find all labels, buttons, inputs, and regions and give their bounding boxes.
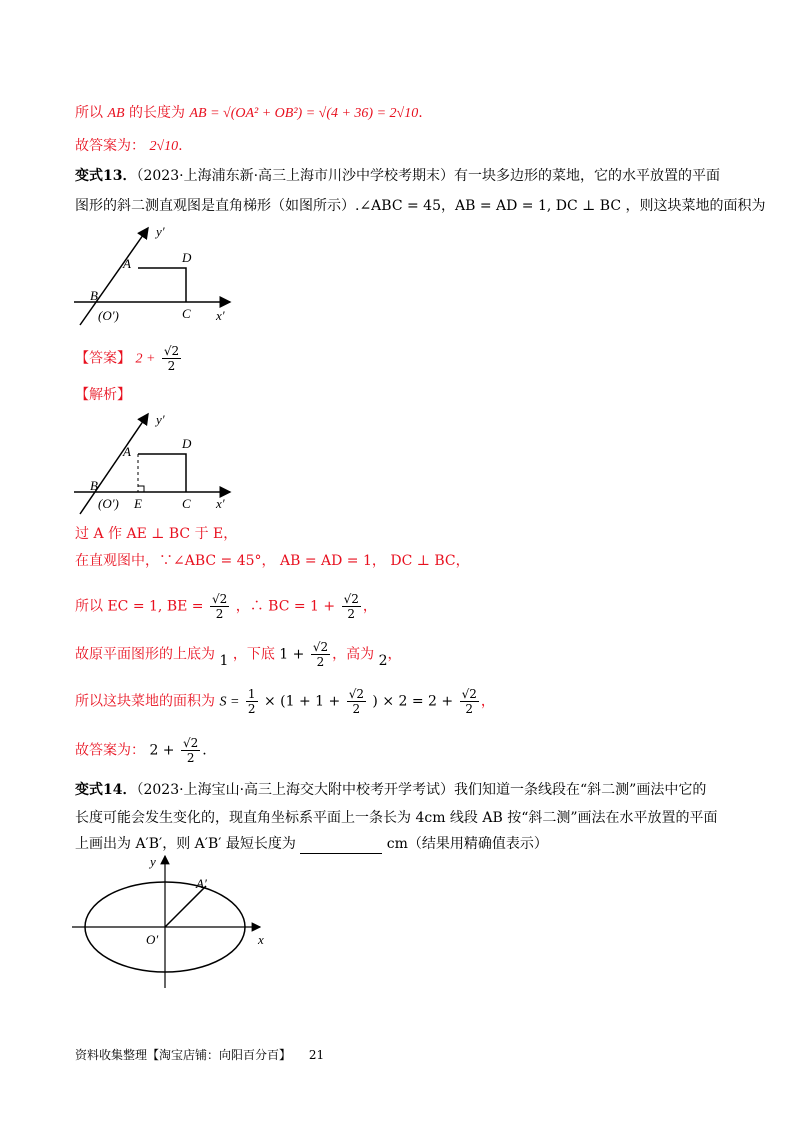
fraction [246,687,258,716]
frac-den: 2 [347,607,356,621]
label-e: E [134,496,142,511]
problem-label: 变式13． [75,168,137,184]
frac-den: 2 [465,702,474,716]
trapezoid-edges [138,268,186,302]
text: ，高为 [332,646,375,663]
math: 1 + [279,646,305,663]
value: 2 [378,652,388,669]
label-o: (O′) [98,308,119,323]
text: 上画出为 A′B′，则 A′B′ 最短长度为 [75,836,296,852]
frac-den: 2 [215,607,224,621]
answer-tag: 【答案】 [75,350,131,367]
math: 2 + [135,351,156,367]
text: 的长度为 [129,105,186,121]
text: 图形的斜二测直观图是直角梯形（如图所示）.∠ABC = 45，AB = AD = 1, DC ⊥ BC ，则这块菜地的面积为 [75,198,766,214]
text: ， [480,693,495,710]
v14-line3 [75,834,548,854]
frac-den: 2 [352,702,361,716]
value: 1 [219,652,229,669]
text: 故答案为： [75,742,145,759]
answer-blank [300,839,382,854]
v14-line2 [75,808,718,828]
text: . [202,742,207,759]
math: S = [219,694,240,710]
math: ) × 2 = 2 + [372,693,454,710]
problem-label: 变式14． [75,782,137,798]
label-a: A [123,444,131,459]
label-a: A′ [196,876,207,891]
text: cm（结果用精确值表示） [386,836,548,852]
analysis-tag: 【解析】 [75,387,131,403]
text: ， [362,598,377,615]
v13-step5 [75,687,495,716]
frac-num: √2 [211,592,228,606]
fraction [181,736,200,765]
frac-num: √2 [163,344,180,358]
frac-num: √2 [348,687,364,701]
fraction [347,687,366,716]
label-d: D [182,250,192,265]
math-formula: AB = √(OA² + OB²) = √(4 + 36) = 2√10 [189,106,419,121]
v13-answer [75,344,183,373]
v13-final-answer [75,736,207,765]
page-footer [75,1047,324,1063]
fraction [311,640,330,669]
frac-num: 1 [247,687,256,701]
label-y: y [150,854,156,869]
text: 故答案为： [75,138,145,154]
label-c: C [182,306,191,321]
prev-ab-length-line [75,103,423,124]
v13-step3 [75,592,377,621]
frac-den: 2 [167,359,176,373]
frac-den: 2 [186,751,195,765]
frac-num: √2 [343,592,359,606]
text: . [418,105,423,121]
footer-text: 资料收集整理【淘宝店铺：向阳百分百】 [75,1048,292,1062]
text: 过 A 作 AE ⊥ BC 于 E， [75,526,238,542]
v13-step2 [75,551,470,571]
text: （2023·上海宝山·高三上海交大附中校考开学考试）我们知道一条线段在“斜二测”画法中它的 [136,782,707,798]
label-d: D [182,436,192,451]
text: ，∴ BC = 1 + [235,598,336,615]
prev-answer-line [75,136,183,157]
v14-figure [68,852,278,992]
v13-figure-2 [68,408,248,518]
v13-line1 [75,166,720,186]
label-o: O′ [146,932,159,947]
label-y: y′ [156,412,165,427]
label-a: A [123,256,131,271]
label-b: B [90,478,98,493]
v13-analysis-tag [75,385,131,405]
text: 长度可能会发生变化的，现直角坐标系平面上一条长为 4cm 线段 AB 按“斜二测”画法在水平放置的平面 [75,810,718,826]
frac-num: √2 [312,640,329,654]
frac-den: 2 [247,702,256,716]
text: 所以 [75,105,103,121]
label-o: (O′) [98,496,119,511]
math: 2 + [149,742,175,759]
text: ， [387,646,402,663]
frac-num: √2 [461,687,477,701]
v13-line2 [75,196,766,216]
segment-oa [165,886,206,927]
label-c: C [182,496,191,511]
text: 在直观图中，∵∠ABC = 45°， AB = AD = 1， DC ⊥ BC， [75,553,470,569]
label-x: x′ [216,496,225,511]
label-x: x [258,932,264,947]
fraction [210,592,229,621]
v13-step1 [75,524,237,544]
label-x: x′ [216,308,225,323]
v14-line1 [75,780,706,800]
text: 所以这块菜地的面积为 [75,693,215,710]
fraction [162,344,181,373]
trapezoid-edges [138,454,186,492]
fraction [460,687,479,716]
frac-den: 2 [316,655,325,669]
text: 所以 EC = 1, BE = [75,598,204,615]
v13-figure-1 [68,222,248,332]
text: 故原平面图形的上底为 [75,646,215,663]
text: ，下底 [232,646,275,663]
frac-num: √2 [183,736,199,750]
text: . [178,138,183,154]
label-b: B [90,288,98,303]
right-angle-mark [138,486,144,492]
fraction [342,592,361,621]
math-var: AB [107,106,125,121]
v13-step4 [75,640,401,669]
math: × (1 + 1 + [263,693,341,710]
math-answer: 2√10 [149,139,179,154]
label-y: y′ [156,224,165,239]
page-number: 21 [308,1048,325,1062]
text: （2023·上海浦东新·高三上海市川沙中学校考期末）有一块多边形的菜地，它的水平放置的平面 [136,168,721,184]
